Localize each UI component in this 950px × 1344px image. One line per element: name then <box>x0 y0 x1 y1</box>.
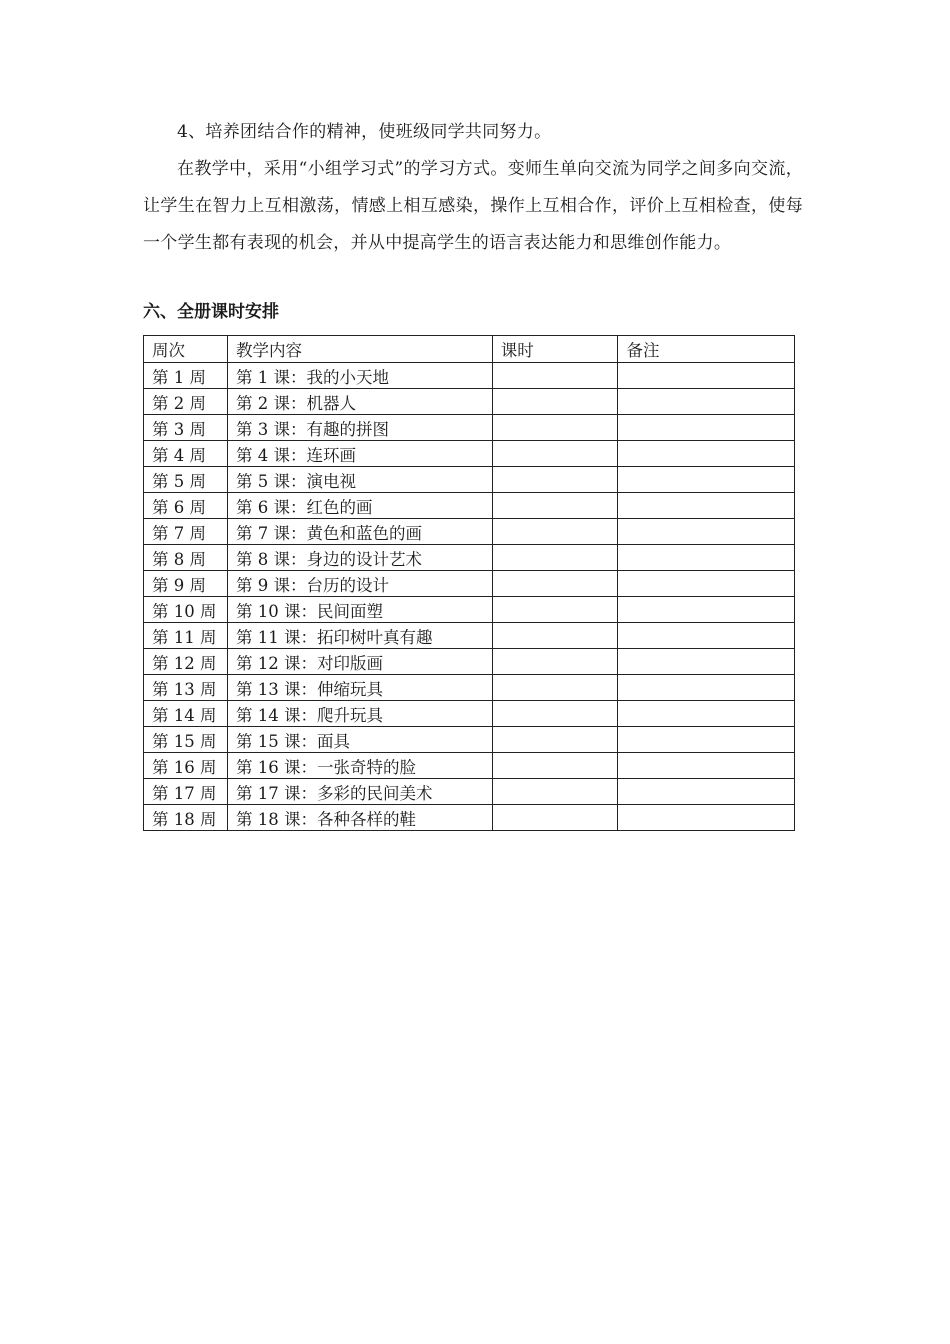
cell-content: 第 6 课：红色的画 <box>227 493 492 519</box>
table-row <box>144 727 795 753</box>
cell-notes <box>618 779 795 805</box>
paragraph-teaching-method: 在教学中，采用“小组学习式”的学习方式。变师生单向交流为同学之间多向交流，让学生在智力上互相激荡，情感上相互感染，操作上互相合作，评价上互相检查，使每一个学生都有表现的机会，并从中提高学生的语言表达能力和思维创作能力。 <box>143 159 803 253</box>
table-row <box>144 701 795 727</box>
cell-hours <box>492 675 618 701</box>
table-row <box>144 415 795 441</box>
table-row <box>144 467 795 493</box>
cell-hours <box>492 649 618 675</box>
table-row <box>144 649 795 675</box>
cell-week: 第 9 周 <box>144 571 228 597</box>
body-text <box>143 114 803 262</box>
cell-notes <box>618 389 795 415</box>
table-row <box>144 519 795 545</box>
table-row <box>144 753 795 779</box>
cell-content: 第 16 课：一张奇特的脸 <box>227 753 492 779</box>
cell-week: 第 11 周 <box>144 623 228 649</box>
cell-hours <box>492 467 618 493</box>
table-row <box>144 493 795 519</box>
cell-notes <box>618 441 795 467</box>
cell-hours <box>492 519 618 545</box>
cell-notes <box>618 727 795 753</box>
cell-hours <box>492 545 618 571</box>
table-row <box>144 779 795 805</box>
cell-week: 第 5 周 <box>144 467 228 493</box>
cell-notes <box>618 467 795 493</box>
header-content: 教学内容 <box>227 336 492 363</box>
cell-week: 第 18 周 <box>144 805 228 831</box>
cell-content: 第 10 课：民间面塑 <box>227 597 492 623</box>
cell-hours <box>492 753 618 779</box>
cell-week: 第 1 周 <box>144 363 228 389</box>
cell-notes <box>618 545 795 571</box>
table-row <box>144 597 795 623</box>
schedule-body <box>144 363 795 831</box>
table-row <box>144 571 795 597</box>
cell-notes <box>618 571 795 597</box>
cell-notes <box>618 805 795 831</box>
cell-week: 第 10 周 <box>144 597 228 623</box>
cell-hours <box>492 493 618 519</box>
cell-content: 第 3 课：有趣的拼图 <box>227 415 492 441</box>
cell-week: 第 15 周 <box>144 727 228 753</box>
cell-notes <box>618 493 795 519</box>
header-hours: 课时 <box>492 336 618 363</box>
cell-content: 第 4 课：连环画 <box>227 441 492 467</box>
header-week: 周次 <box>144 336 228 363</box>
cell-hours <box>492 571 618 597</box>
cell-notes <box>618 649 795 675</box>
cell-week: 第 3 周 <box>144 415 228 441</box>
table-row <box>144 363 795 389</box>
table-row <box>144 545 795 571</box>
cell-content: 第 17 课：多彩的民间美术 <box>227 779 492 805</box>
table-row <box>144 623 795 649</box>
cell-content: 第 11 课：拓印树叶真有趣 <box>227 623 492 649</box>
cell-week: 第 14 周 <box>144 701 228 727</box>
cell-hours <box>492 415 618 441</box>
cell-notes <box>618 701 795 727</box>
cell-hours <box>492 727 618 753</box>
cell-content: 第 13 课：伸缩玩具 <box>227 675 492 701</box>
cell-hours <box>492 623 618 649</box>
cell-week: 第 16 周 <box>144 753 228 779</box>
table-row <box>144 389 795 415</box>
table-header-row <box>144 336 795 363</box>
cell-week: 第 4 周 <box>144 441 228 467</box>
cell-hours <box>492 701 618 727</box>
table-row <box>144 675 795 701</box>
cell-week: 第 6 周 <box>144 493 228 519</box>
cell-notes <box>618 519 795 545</box>
cell-notes <box>618 597 795 623</box>
cell-content: 第 12 课：对印版画 <box>227 649 492 675</box>
cell-notes <box>618 415 795 441</box>
cell-week: 第 8 周 <box>144 545 228 571</box>
cell-content: 第 8 课：身边的设计艺术 <box>227 545 492 571</box>
table-row <box>144 441 795 467</box>
cell-week: 第 13 周 <box>144 675 228 701</box>
cell-notes <box>618 363 795 389</box>
schedule-table <box>143 335 795 831</box>
cell-content: 第 7 课：黄色和蓝色的画 <box>227 519 492 545</box>
cell-hours <box>492 805 618 831</box>
cell-hours <box>492 389 618 415</box>
cell-week: 第 2 周 <box>144 389 228 415</box>
cell-content: 第 15 课：面具 <box>227 727 492 753</box>
cell-hours <box>492 597 618 623</box>
header-notes: 备注 <box>618 336 795 363</box>
cell-hours <box>492 779 618 805</box>
cell-content: 第 9 课：台历的设计 <box>227 571 492 597</box>
cell-week: 第 12 周 <box>144 649 228 675</box>
cell-notes <box>618 753 795 779</box>
section-heading: 六、全册课时安排 <box>143 302 279 322</box>
cell-hours <box>492 363 618 389</box>
cell-content: 第 5 课：演电视 <box>227 467 492 493</box>
cell-week: 第 7 周 <box>144 519 228 545</box>
table-row <box>144 805 795 831</box>
cell-content: 第 1 课：我的小天地 <box>227 363 492 389</box>
cell-notes <box>618 675 795 701</box>
cell-hours <box>492 441 618 467</box>
cell-content: 第 2 课：机器人 <box>227 389 492 415</box>
cell-week: 第 17 周 <box>144 779 228 805</box>
cell-content: 第 18 课：各种各样的鞋 <box>227 805 492 831</box>
cell-content: 第 14 课：爬升玩具 <box>227 701 492 727</box>
cell-notes <box>618 623 795 649</box>
paragraph-goal-4: 4、培养团结合作的精神，使班级同学共同努力。 <box>177 122 552 142</box>
